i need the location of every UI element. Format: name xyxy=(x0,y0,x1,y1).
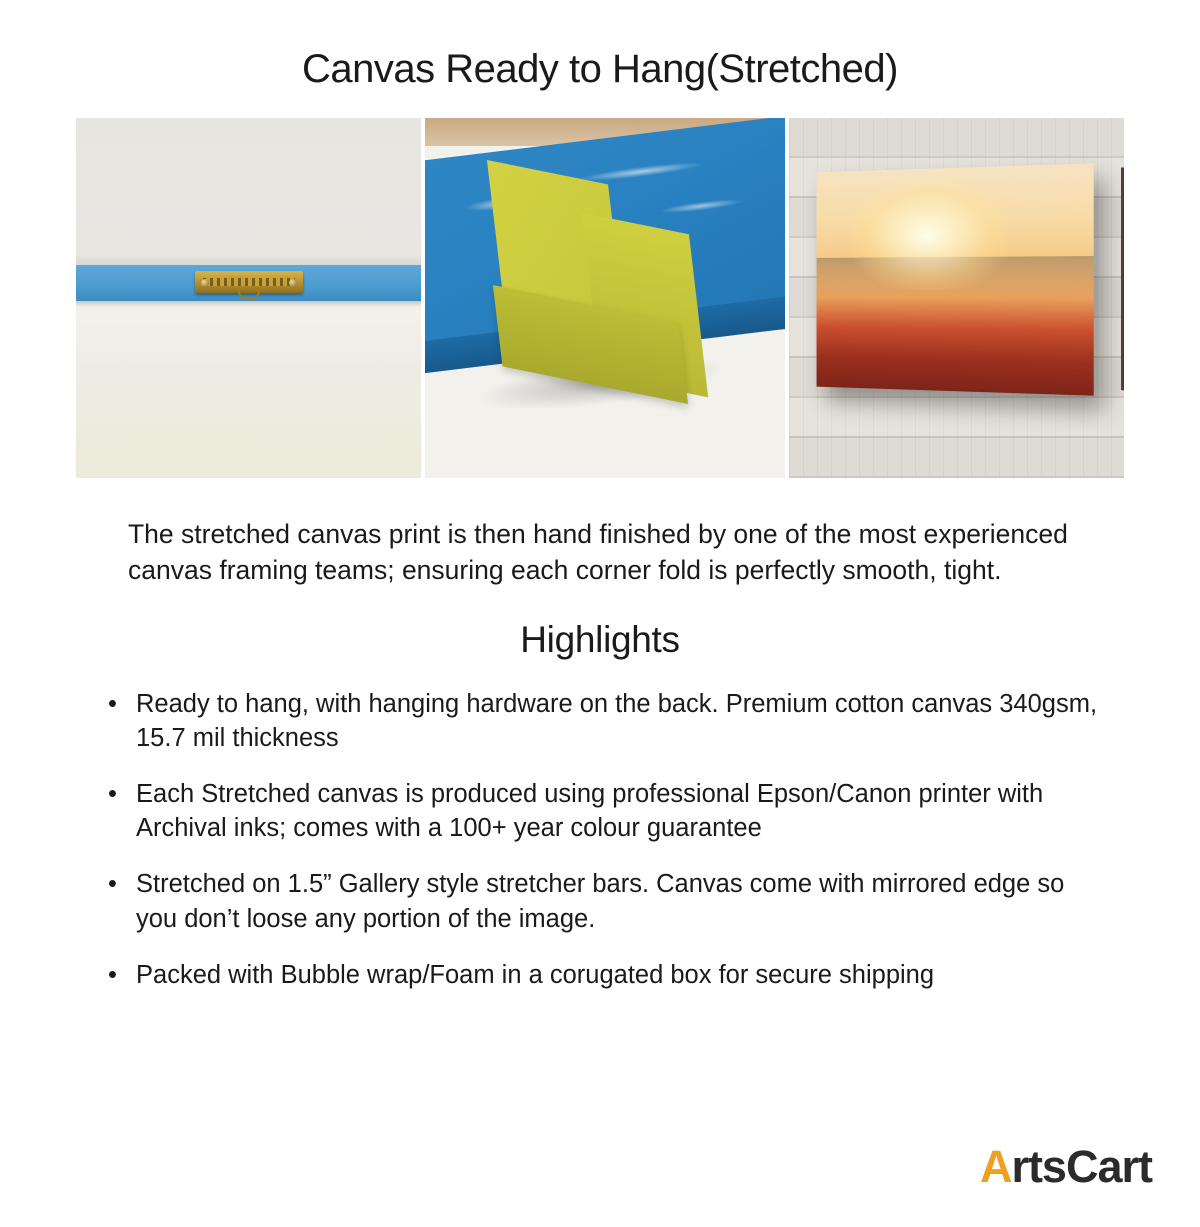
list-item xyxy=(100,687,1100,755)
bullet-icon: • xyxy=(108,960,117,989)
product-info-page xyxy=(0,27,1200,1227)
logo-text-cart: Cart xyxy=(1065,1140,1152,1192)
canvas-side-edge xyxy=(1121,167,1124,392)
canvas-back-lower-panel xyxy=(76,301,421,477)
list-item-text: Ready to hang, with hanging hardware on the back. Premium cotton canvas 340gsm, 15.7 mil thickness xyxy=(136,689,1098,752)
logo-text-arts: rts xyxy=(1011,1140,1066,1192)
logo-accent-letter: A xyxy=(979,1140,1012,1192)
artscart-logo xyxy=(980,1141,1152,1193)
hanging-canvas-print xyxy=(817,163,1095,396)
hanger-screw-left-icon xyxy=(201,279,209,287)
hanger-screw-right-icon xyxy=(289,279,297,287)
sawtooth-hanger-icon xyxy=(195,271,303,293)
list-item-text: Stretched on 1.5” Gallery style stretcher bars. Canvas come with mirrored edge so you don’t loose any portion of the image. xyxy=(136,870,1065,933)
canvas-on-wall-image xyxy=(789,118,1124,478)
canvas-back-shadow-line xyxy=(76,301,421,307)
description-paragraph: The stretched canvas print is then hand finished by one of the most experienced canvas framing teams; ensuring each corner fold is perfectly smooth, tight. xyxy=(128,518,1068,586)
canvas-back-hanging-hardware-image xyxy=(76,118,421,478)
canvas-print-sun xyxy=(852,178,1008,290)
list-item xyxy=(100,777,1100,845)
list-item-text: Packed with Bubble wrap/Foam in a corugated box for secure shipping xyxy=(136,960,935,989)
page-title: Canvas Ready to Hang(Stretched) xyxy=(302,46,898,91)
bullet-icon: • xyxy=(108,689,117,718)
bullet-icon: • xyxy=(108,870,117,899)
bullet-icon: • xyxy=(108,780,117,809)
list-item xyxy=(100,958,1100,992)
canvas-corner-fold-image xyxy=(425,118,785,478)
product-image-strip xyxy=(76,118,1124,478)
list-item xyxy=(100,867,1100,935)
highlights-heading: Highlights xyxy=(520,618,680,660)
highlights-list xyxy=(100,687,1100,992)
list-item-text: Each Stretched canvas is produced using professional Epson/Canon printer with Archival inks; comes with a 100+ year colour guarantee xyxy=(136,780,1044,843)
